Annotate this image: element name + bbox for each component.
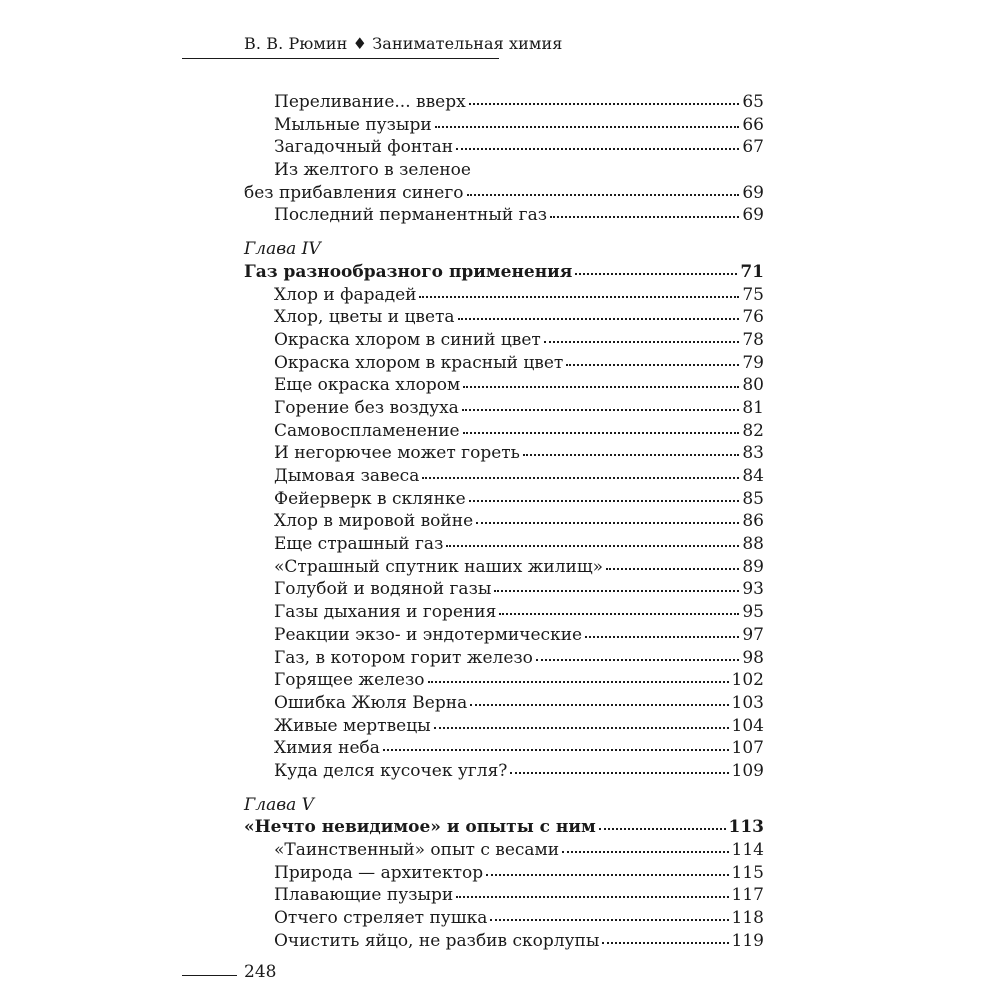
toc-entry-title: Окраска хлором в красный цвет	[274, 352, 564, 373]
chapter-title-leader	[575, 273, 737, 275]
toc-entry	[244, 624, 764, 647]
toc-entry-leader	[550, 216, 739, 218]
toc-entry-page: 117	[731, 885, 764, 906]
toc-entry	[244, 510, 764, 533]
toc-entry-page: 76	[742, 307, 764, 328]
toc-entry-leader	[463, 386, 739, 388]
toc-entry-title: Очистить яйцо, не разбив скорлупы	[274, 930, 600, 951]
toc-entry	[244, 533, 764, 556]
chapter-title-page: 71	[740, 261, 764, 282]
toc-entry-page: 97	[742, 624, 764, 645]
toc-entry	[244, 352, 764, 375]
toc-entry	[244, 284, 764, 307]
toc-entry	[244, 737, 764, 760]
toc-entry	[244, 578, 764, 601]
toc-entry-title: Фейерверк в склянке	[274, 488, 466, 509]
toc-entry-page: 75	[742, 284, 764, 305]
toc-entry-leader	[606, 568, 739, 570]
toc-entry-title: Загадочный фонтан	[274, 137, 454, 158]
toc-entry	[244, 204, 764, 227]
chapter-title-leader	[599, 828, 726, 830]
section-gap	[244, 227, 764, 238]
toc-entry	[244, 930, 764, 953]
toc-entry-page: 103	[731, 692, 764, 713]
toc-entry-title: «Страшный спутник наших жилищ»	[274, 556, 604, 577]
toc-entry-leader	[469, 500, 740, 502]
toc-entry-leader	[490, 919, 728, 921]
toc-entry	[244, 601, 764, 624]
toc-entry-title: Отчего стреляет пушка	[274, 908, 488, 929]
toc-entry-leader	[422, 477, 739, 479]
toc-entry-leader	[562, 851, 728, 853]
toc-entry-title: «Таинственный» опыт с весами	[274, 840, 560, 860]
toc-entry-continuation-page: 69	[742, 182, 764, 203]
page-number: 248	[244, 962, 277, 982]
toc-entry	[244, 715, 764, 738]
toc-entry	[244, 669, 764, 692]
toc-entry-leader	[383, 749, 729, 751]
toc-entry-leader	[499, 613, 739, 615]
chapter-title-title: «Нечто невидимое» и опыты с ним	[244, 817, 596, 838]
header-rule	[182, 58, 499, 59]
toc-entry	[244, 907, 764, 930]
toc-entry-title: Реакции экзо- и эндотермические	[274, 624, 583, 645]
toc-entry	[244, 420, 764, 443]
toc-entry-leader	[456, 896, 728, 898]
toc-entry-title: Горение без воздуха	[274, 397, 459, 418]
chapter-title-title: Газ разнообразного применения	[244, 261, 573, 282]
toc-entry	[244, 91, 764, 114]
toc-entry-title: Еще окраска хлором	[274, 375, 461, 396]
toc-entry-title: Еще страшный газ	[274, 534, 444, 555]
toc-entry-continuation	[244, 182, 764, 205]
chapter-title	[244, 816, 764, 839]
toc-entry-title: Газ, в котором горит железо	[274, 647, 533, 668]
toc-entry	[244, 159, 764, 182]
toc-entry	[244, 397, 764, 420]
toc-entry-leader	[536, 659, 739, 661]
toc-entry-continuation-title: без прибавления синего	[244, 182, 464, 203]
chapter-label: Глава IV	[244, 239, 321, 260]
toc-entry-title: Голубой и водяной газы	[274, 579, 492, 600]
toc-entry-page: 65	[742, 92, 764, 112]
toc-entry-page: 81	[742, 397, 764, 418]
toc-entry-page: 98	[742, 647, 764, 668]
toc-entry-page: 69	[742, 205, 764, 226]
toc-entry-leader	[476, 522, 739, 524]
running-header: В. В. Рюмин ♦ Занимательная химия	[244, 34, 563, 53]
toc-entry-page: 118	[731, 908, 764, 929]
toc-entry-leader	[544, 341, 740, 343]
toc-entry-title: Плавающие пузыри	[274, 885, 454, 906]
footer-rule	[182, 975, 237, 976]
toc-entry	[244, 692, 764, 715]
toc-entry	[244, 442, 764, 465]
toc-entry-page: 84	[742, 466, 764, 486]
chapter-label: Глава V	[244, 794, 314, 815]
toc-entry	[244, 862, 764, 885]
toc-entry-leader	[435, 126, 740, 128]
toc-entry	[244, 329, 764, 352]
toc-entry-title: Дымовая завеса	[274, 466, 420, 486]
toc-entry	[244, 114, 764, 137]
chapter-title	[244, 261, 764, 284]
toc-entry-title: Самовоспламенение	[274, 420, 460, 441]
toc-entry-title: Хлор в мировой войне	[274, 511, 474, 532]
toc-entry-leader	[463, 432, 740, 434]
toc-entry-continuation-leader	[467, 194, 740, 196]
toc-entry-leader	[419, 296, 739, 298]
toc-entry-page: 104	[731, 715, 764, 736]
toc-entry	[244, 488, 764, 511]
toc-entry-title: Мыльные пузыри	[274, 114, 432, 135]
toc-entry	[244, 839, 764, 862]
toc-entry-title: И негорючее может гореть	[274, 443, 520, 464]
toc-entry-page: 102	[731, 670, 764, 691]
toc-entry	[244, 136, 764, 159]
toc-entry-leader	[585, 636, 739, 638]
toc-entry-title: Хлор и фарадей	[274, 284, 417, 305]
chapter-title-page: 113	[728, 817, 764, 838]
toc-entry	[244, 884, 764, 907]
toc-entry-title: Природа — архитектор	[274, 862, 484, 883]
toc-entry-leader	[462, 409, 740, 411]
toc-entry	[244, 374, 764, 397]
toc-entry-page: 119	[731, 930, 764, 951]
toc-entry-page: 114	[731, 840, 764, 860]
toc-entry-title: Куда делся кусочек угля?	[274, 760, 508, 781]
toc-entry-leader	[494, 590, 739, 592]
toc-entry	[244, 647, 764, 670]
toc-entry-leader	[469, 103, 740, 105]
toc-entry-page: 86	[742, 511, 764, 532]
toc-entry-leader	[602, 942, 728, 944]
toc-entry-leader	[434, 727, 729, 729]
toc-entry-leader	[470, 704, 728, 706]
toc-entry-page: 83	[742, 443, 764, 464]
toc-entry	[244, 556, 764, 579]
toc-entry-title: Живые мертвецы	[274, 715, 431, 736]
toc-entry-leader	[458, 318, 740, 320]
toc-entry-page: 79	[742, 352, 764, 373]
toc-entry-leader	[446, 545, 739, 547]
toc-entry-page: 109	[731, 760, 764, 781]
toc-entry-page: 88	[742, 534, 764, 555]
toc-entry-title: Газы дыхания и горения	[274, 602, 497, 623]
section-gap	[244, 783, 764, 794]
toc-entry-leader	[428, 681, 729, 683]
toc-entry-title: Последний перманентный газ	[274, 205, 547, 226]
toc-entry-page: 80	[742, 375, 764, 396]
toc-entry-page: 115	[731, 862, 764, 883]
table-of-contents	[244, 91, 764, 952]
toc-entry-title: Хлор, цветы и цвета	[274, 307, 455, 328]
toc-entry-page: 89	[742, 556, 764, 577]
toc-entry-title: Горящее железо	[274, 670, 425, 691]
toc-entry-leader	[456, 148, 739, 150]
toc-entry-page: 85	[742, 488, 764, 509]
toc-entry-page: 95	[742, 602, 764, 623]
toc-entry-page: 93	[742, 579, 764, 600]
toc-entry-page: 67	[742, 137, 764, 158]
toc-entry-page: 66	[742, 114, 764, 135]
toc-entry-title: Химия неба	[274, 738, 380, 759]
toc-entry-title: Переливание... вверх	[274, 92, 466, 112]
toc-entry	[244, 306, 764, 329]
toc-entry-leader	[486, 874, 728, 876]
toc-entry-page: 107	[731, 738, 764, 759]
toc-entry-leader	[566, 364, 739, 366]
toc-entry-page: 82	[742, 420, 764, 441]
toc-entry-page: 78	[742, 329, 764, 350]
toc-entry-title: Из желтого в зеленое	[274, 160, 471, 181]
toc-entry-leader	[523, 454, 739, 456]
toc-entry	[244, 760, 764, 783]
toc-entry	[244, 465, 764, 488]
toc-entry-leader	[510, 772, 728, 774]
toc-entry-title: Ошибка Жюля Верна	[274, 692, 468, 713]
toc-entry-title: Окраска хлором в синий цвет	[274, 329, 541, 350]
